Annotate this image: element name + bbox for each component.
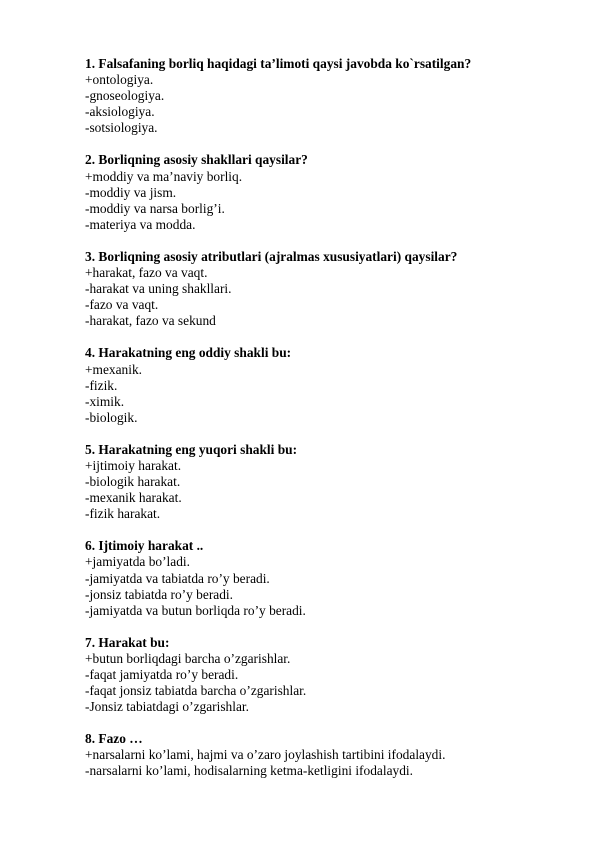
answer-option: -moddiy va narsa borlig’i.	[85, 200, 225, 216]
question-title: 3. Borliqning asosiy atributlari (ajralmas xususiyatlari) qaysilar?	[85, 248, 458, 264]
answer-option: -faqat jamiyatda ro’y beradi.	[85, 667, 239, 682]
answer-option: +butun borliqdagi barcha o’zgarishlar.	[85, 650, 291, 666]
answer-option: -sotsiologiya.	[85, 120, 158, 136]
answer-option: +ontologiya.	[85, 72, 154, 88]
question-title: 1. Falsafaning borliq haqidagi ta’limoti qaysi javobda ko`rsatilgan?	[85, 56, 472, 71]
answer-option: -biologik harakat.	[85, 474, 181, 490]
answer-option: -mexanik harakat.	[85, 490, 182, 506]
answer-option: -Jonsiz tabiatdagi o’zgarishlar.	[85, 699, 249, 715]
question-title: 4. Harakatning eng oddiy shakli bu:	[85, 345, 292, 361]
question-6	[85, 538, 565, 618]
answer-option: -biologik.	[85, 409, 138, 425]
answer-option: -jamiyatda va butun borliqda ro’y beradi.	[85, 602, 306, 618]
answer-option: -harakat va uning shakllari.	[85, 281, 232, 297]
answer-option: -fizik harakat.	[85, 506, 161, 522]
answer-option: -moddiy va jism.	[85, 184, 177, 200]
answer-option: -aksiologiya.	[85, 104, 155, 120]
answer-option: -jonsiz tabiatda ro’y beradi.	[85, 586, 233, 602]
answer-option: +harakat, fazo va vaqt.	[85, 265, 208, 281]
answer-option: -ximik.	[85, 393, 125, 409]
question-4	[85, 345, 565, 425]
question-5	[85, 442, 565, 522]
answer-option: -fazo va vaqt.	[85, 297, 159, 313]
answer-option: -harakat, fazo va sekund	[85, 313, 216, 329]
question-title: 6. Ijtimoiy harakat ..	[85, 538, 204, 554]
answer-option: +mexanik.	[85, 361, 143, 377]
question-2	[85, 152, 565, 232]
question-1	[85, 56, 565, 136]
question-title: 8. Fazo …	[85, 731, 143, 747]
question-title: 2. Borliqning asosiy shakllari qaysilar?	[85, 152, 308, 168]
answer-option: +ijtimoiy harakat.	[85, 457, 182, 473]
answer-option: -faqat jonsiz tabiatda barcha o’zgarishlar.	[85, 683, 307, 699]
question-title: 7. Harakat bu:	[85, 634, 170, 650]
question-3	[85, 249, 565, 329]
answer-option: -narsalarni ko’lami, hodisalarning ketma-ketligini ifodalaydi.	[85, 763, 413, 779]
document-page	[85, 56, 565, 796]
answer-option: -jamiyatda va tabiatda ro’y beradi.	[85, 570, 270, 586]
question-title: 5. Harakatning eng yuqori shakli bu:	[85, 441, 298, 457]
answer-option: -gnoseologiya.	[85, 88, 165, 104]
question-8	[85, 731, 565, 779]
answer-option: +jamiyatda bo’ladi.	[85, 554, 190, 570]
answer-option: +narsalarni ko’lami, hajmi va o’zaro joylashish tartibini ifodalaydi.	[85, 747, 446, 763]
answer-option: -fizik.	[85, 377, 118, 393]
answer-option: -materiya va modda.	[85, 216, 196, 232]
question-7	[85, 635, 565, 715]
answer-option: +moddiy va ma’naviy borliq.	[85, 168, 243, 184]
